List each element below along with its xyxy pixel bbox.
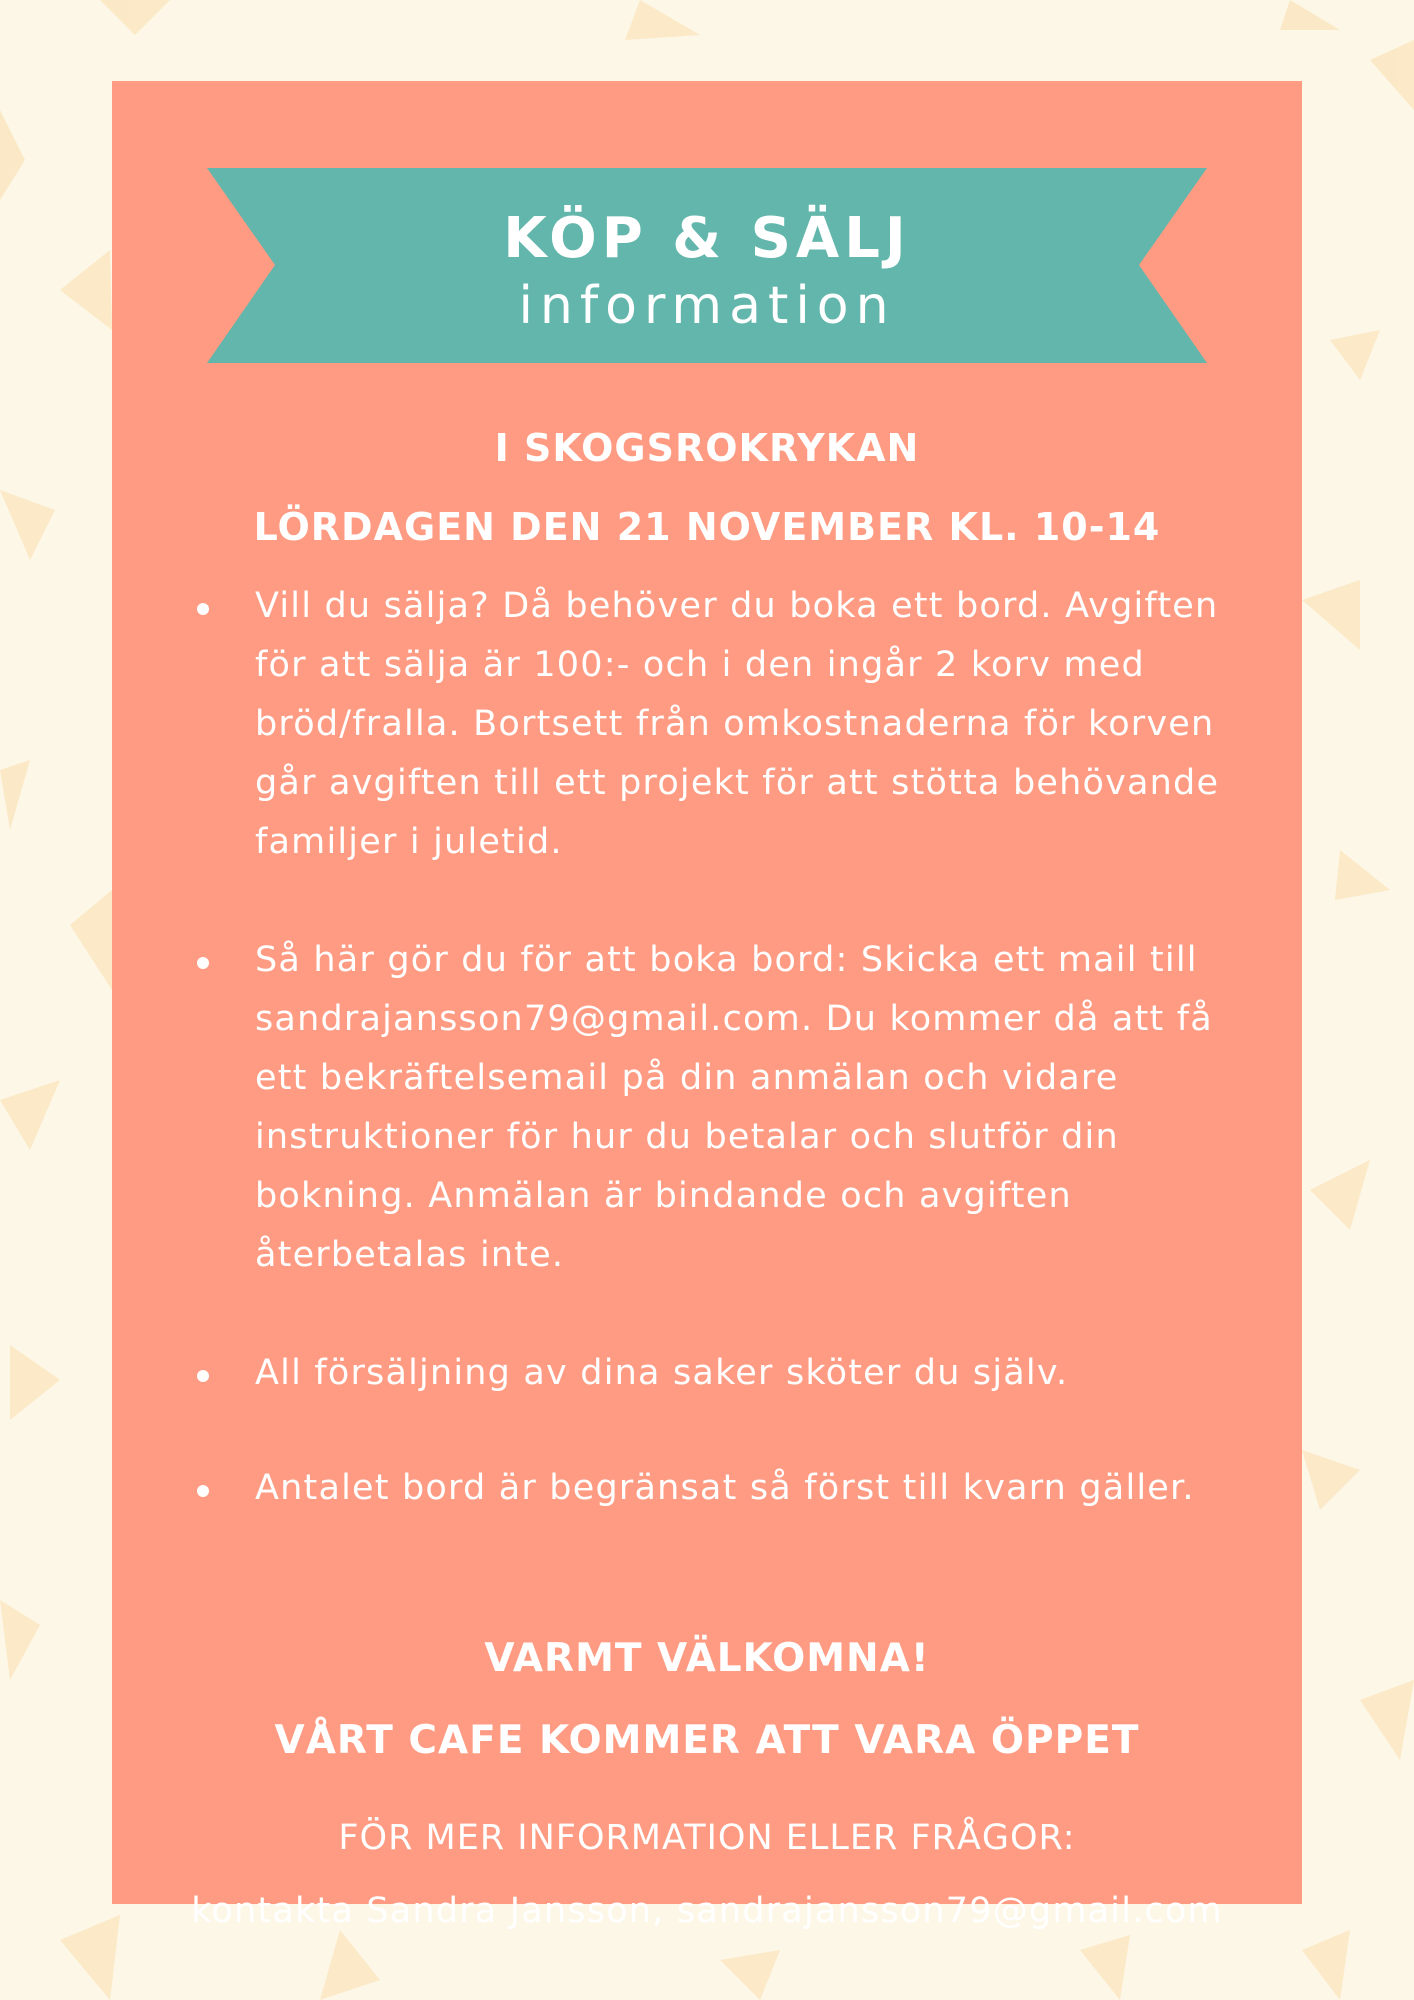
contact-line: kontakta Sandra Jansson, sandrajansson79@gmail.com: [191, 1891, 1223, 1931]
bullet-icon: [197, 1485, 209, 1497]
list-item-text: Antalet bord är begränsat så först till kvarn gäller.: [255, 1468, 1195, 1508]
list-item-text: Vill du sälja? Då behöver du boka ett bord. Avgiften för att sälja är 100:- och i den ingår 2 korv med bröd/fralla. Bortsett från omkostnaderna för korven går avgiften till ett projekt för att stötta behövande familjer i juletid.: [255, 586, 1220, 862]
bullet-icon: [197, 1370, 209, 1382]
list-item-text: All försäljning av dina saker sköter du själv.: [255, 1353, 1069, 1393]
list-item: [197, 931, 1257, 1285]
event-place: I SKOGSROKRYKAN: [494, 426, 920, 470]
event-date: LÖRDAGEN DEN 21 NOVEMBER KL. 10-14: [253, 505, 1161, 549]
title-banner: [207, 168, 1207, 363]
welcome-heading: VARMT VÄLKOMNA!: [484, 1636, 930, 1681]
info-card: [112, 81, 1302, 1931]
info-list: [197, 577, 1257, 1518]
more-info-label: FÖR MER INFORMATION ELLER FRÅGOR:: [338, 1818, 1076, 1858]
banner-title: KÖP & SÄLJ: [503, 206, 911, 271]
list-item: [197, 1459, 1257, 1518]
list-item-text: Så här gör du för att boka bord: Skicka ett mail till sandrajansson79@gmail.com. Du kommer då att få ett bekräftelsemail på din anmälan och vidare instruktioner för hur du betalar och slutför din bokning. Anmälan är bindande och avgiften återbetalas inte.: [255, 940, 1213, 1275]
bullet-icon: [197, 957, 209, 969]
bullet-icon: [197, 603, 209, 615]
list-item: [197, 1344, 1257, 1403]
banner-subtitle: information: [518, 276, 896, 336]
cafe-heading: VÅRT CAFE KOMMER ATT VARA ÖPPET: [274, 1718, 1140, 1763]
list-item: [197, 577, 1257, 872]
